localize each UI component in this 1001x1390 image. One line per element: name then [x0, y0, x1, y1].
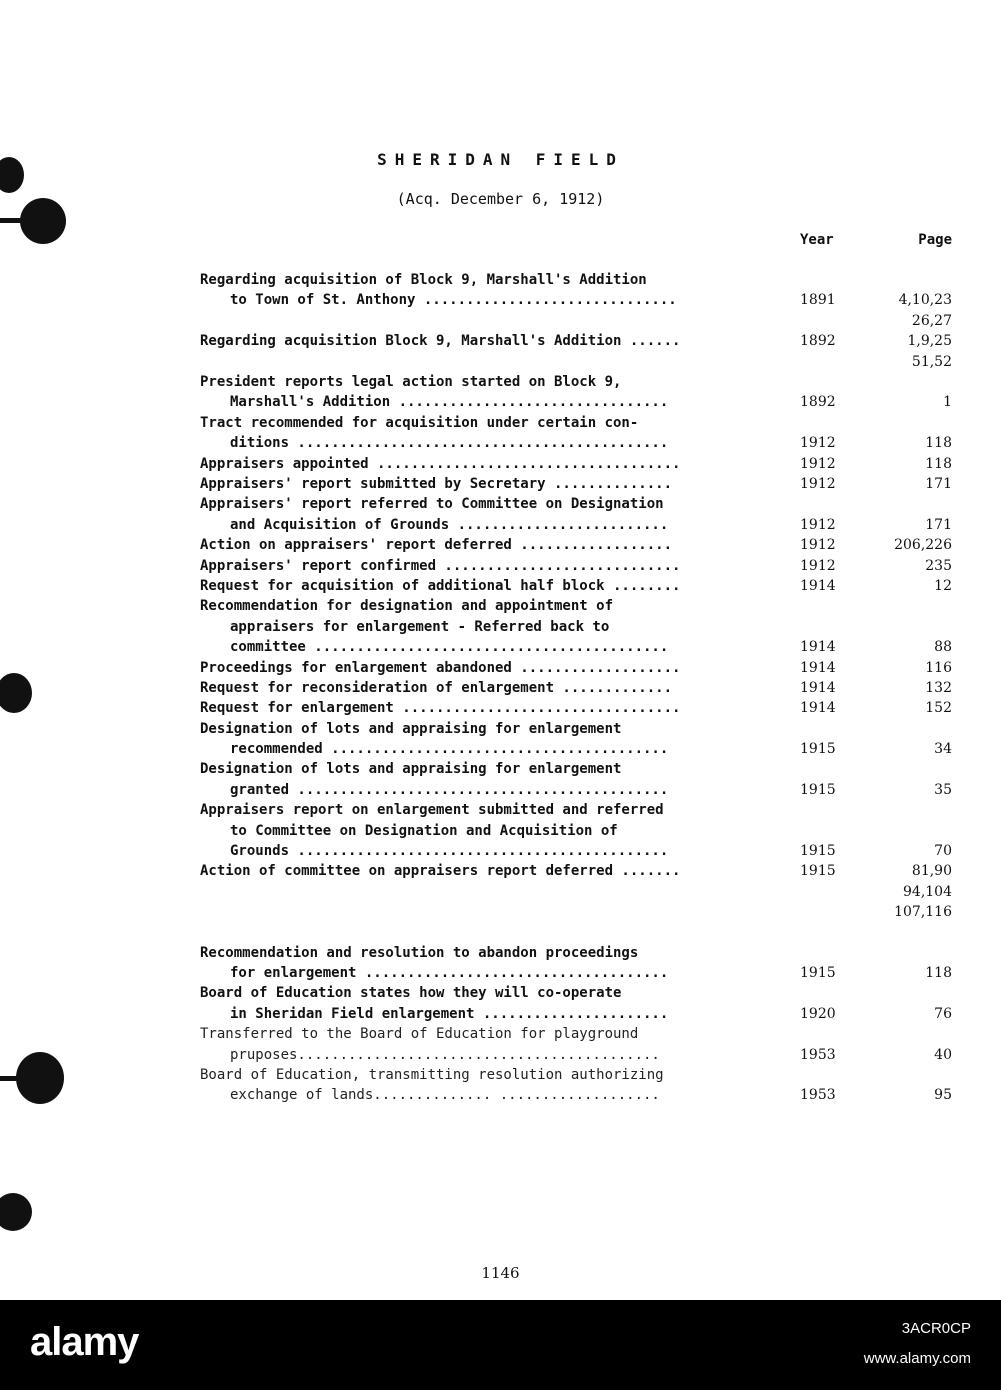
index-entry — [200, 556, 960, 576]
entry-year: 1912 — [800, 537, 836, 554]
entry-page-ref: 171 — [925, 475, 952, 492]
index-entry — [200, 719, 960, 760]
entry-page-ref: 118 — [925, 435, 952, 452]
entry-year: 1912 — [800, 557, 836, 574]
entry-year: 1914 — [800, 577, 836, 594]
index-entry — [200, 331, 960, 372]
index-entry — [200, 494, 960, 535]
watermark-url: www.alamy.com — [863, 1350, 971, 1367]
index-entry — [200, 596, 960, 657]
entry-text-line: recommended ........................................ — [230, 741, 669, 758]
binder-hole-5 — [0, 1193, 32, 1231]
watermark-bar — [0, 1300, 1001, 1390]
index-entry — [200, 576, 960, 596]
entry-text-line: Request for enlargement ................................. — [200, 700, 681, 717]
entry-page-ref: 94,104 — [903, 883, 952, 900]
entry-text-line: Proceedings for enlargement abandoned ................... — [200, 659, 681, 676]
watermark-image-id: 3ACR0CP — [901, 1320, 971, 1337]
index-entry — [200, 270, 960, 331]
entry-year: 1892 — [800, 333, 836, 350]
entry-page-ref: 4,10,23 — [898, 292, 952, 309]
page-number: 1146 — [481, 1264, 520, 1282]
entry-text-line: and Acquisition of Grounds ......................... — [230, 516, 669, 533]
entry-page-ref: 107,116 — [894, 904, 952, 921]
year-column-header: Year — [800, 232, 834, 248]
entry-page-ref: 1,9,25 — [907, 333, 952, 350]
entry-text-line: Grounds ............................................ — [230, 843, 669, 860]
entry-year: 1914 — [800, 700, 836, 717]
entry-text-line: to Town of St. Anthony .............................. — [230, 292, 677, 309]
entry-year: 1915 — [800, 741, 836, 758]
index-entries — [200, 270, 960, 1106]
index-entry — [200, 413, 960, 454]
entry-text-line: Board of Education states how they will co-operate — [200, 985, 622, 1002]
entry-text-line: committee .......................................... — [230, 639, 669, 656]
entry-text-line: Recommendation for designation and appointment of — [200, 598, 614, 615]
entry-year: 1912 — [800, 475, 836, 492]
index-entry — [200, 454, 960, 474]
entry-text-line: Recommendation and resolution to abandon proceedings — [200, 944, 639, 961]
entry-text-line: Appraisers report on enlargement submitted and referred — [200, 802, 664, 819]
binder-hole-3 — [0, 673, 32, 713]
entry-page-ref: 132 — [925, 679, 952, 696]
entry-text-line: exchange of lands.............. ................... — [230, 1087, 660, 1104]
entry-text-line: for enlargement .................................... — [230, 965, 669, 982]
entry-text-line: Appraisers' report submitted by Secretary .............. — [200, 475, 673, 492]
entry-spacer — [200, 923, 960, 943]
entry-text-line: Action of committee on appraisers report deferred ....... — [200, 863, 681, 880]
index-entry — [200, 1065, 960, 1106]
index-entry — [200, 759, 960, 800]
index-entry — [200, 983, 960, 1024]
entry-page-ref: 116 — [925, 659, 952, 676]
entry-page-ref: 118 — [925, 455, 952, 472]
index-entry — [200, 474, 960, 494]
index-entry — [200, 678, 960, 698]
index-entry — [200, 535, 960, 555]
entry-text-line: Request for acquisition of additional half block ........ — [200, 577, 681, 594]
entry-text-line: Appraisers' report referred to Committee on Designation — [200, 496, 664, 513]
watermark-logo: alamy — [30, 1320, 139, 1364]
entry-year: 1914 — [800, 659, 836, 676]
entry-text-line: in Sheridan Field enlargement ...................... — [230, 1005, 669, 1022]
entry-year: 1891 — [800, 292, 836, 309]
entry-text-line: Marshall's Addition ................................ — [230, 394, 669, 411]
entry-page-ref: 171 — [925, 516, 952, 533]
entry-text-line: President reports legal action started on Block 9, — [200, 373, 622, 390]
index-entry — [200, 1024, 960, 1065]
entry-year: 1953 — [800, 1087, 836, 1104]
entry-year: 1915 — [800, 843, 836, 860]
entry-year: 1912 — [800, 455, 836, 472]
index-entry — [200, 943, 960, 984]
entry-year: 1915 — [800, 863, 836, 880]
index-entry — [200, 658, 960, 678]
entry-page-ref: 35 — [934, 781, 952, 798]
entry-page-ref: 118 — [925, 965, 952, 982]
entry-year: 1920 — [800, 1005, 836, 1022]
entry-text-line: to Committee on Designation and Acquisition of — [230, 822, 618, 839]
entry-year: 1912 — [800, 516, 836, 533]
entry-page-ref: 51,52 — [911, 353, 952, 370]
entry-page-ref: 70 — [934, 843, 952, 860]
entry-page-ref: 26,27 — [911, 312, 952, 329]
entry-page-ref: 152 — [925, 700, 952, 717]
entry-year: 1915 — [800, 781, 836, 798]
binder-tab-1 — [0, 218, 24, 223]
entry-page-ref: 1 — [943, 394, 952, 411]
entry-text-line: Action on appraisers' report deferred .................. — [200, 537, 673, 554]
entry-year: 1915 — [800, 965, 836, 982]
index-entry — [200, 800, 960, 861]
entry-page-ref: 95 — [934, 1087, 952, 1104]
entry-text-line: Designation of lots and appraising for enlargement — [200, 720, 622, 737]
entry-text-line: granted ............................................ — [230, 781, 669, 798]
page-column-header: Page — [918, 232, 952, 248]
entry-year: 1912 — [800, 435, 836, 452]
entry-text-line: Appraisers' report confirmed ............................ — [200, 557, 681, 574]
entry-text-line: Regarding acquisition Block 9, Marshall's Addition ...... — [200, 333, 681, 350]
index-entry — [200, 861, 960, 922]
entry-year: 1953 — [800, 1046, 836, 1063]
entry-text-line: Designation of lots and appraising for enlargement — [200, 761, 622, 778]
entry-year: 1892 — [800, 394, 836, 411]
entry-page-ref: 235 — [925, 557, 952, 574]
index-entry — [200, 372, 960, 413]
binder-tab-2 — [0, 1076, 24, 1081]
entry-text-line: Transferred to the Board of Education for playground — [200, 1026, 639, 1043]
entry-page-ref: 12 — [934, 577, 952, 594]
entry-page-ref: 76 — [934, 1005, 952, 1022]
entry-page-ref: 40 — [934, 1046, 952, 1063]
entry-year: 1914 — [800, 639, 836, 656]
acquisition-date: (Acq. December 6, 1912) — [396, 190, 605, 208]
entry-year: 1914 — [800, 679, 836, 696]
entry-page-ref: 88 — [934, 639, 952, 656]
page-title: SHERIDAN FIELD — [377, 150, 624, 169]
entry-text-line: Request for reconsideration of enlargement ............. — [200, 679, 673, 696]
entry-page-ref: 81,90 — [911, 863, 952, 880]
entry-text-line: pruposes........................................... — [230, 1046, 660, 1063]
entry-page-ref: 206,226 — [894, 537, 952, 554]
entry-text-line: Appraisers appointed .................................... — [200, 455, 681, 472]
entry-text-line: ditions ............................................ — [230, 435, 669, 452]
entry-text-line: Regarding acquisition of Block 9, Marshall's Addition — [200, 272, 647, 288]
entry-text-line: Tract recommended for acquisition under certain con- — [200, 414, 639, 431]
entry-page-ref: 34 — [934, 741, 952, 758]
entry-text-line: appraisers for enlargement - Referred back to — [230, 618, 610, 635]
entry-text-line: Board of Education, transmitting resolution authorizing — [200, 1067, 664, 1084]
index-entry — [200, 698, 960, 718]
